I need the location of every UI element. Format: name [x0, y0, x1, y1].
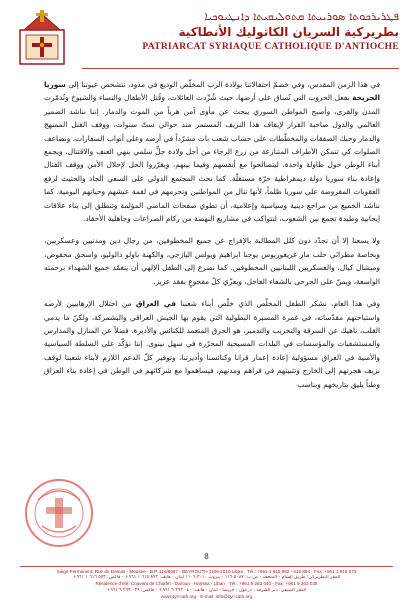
footer-address-fr: Siège Permanent: Rue de Damas - Mousée - B.P. 116/5087 - BEYROUTH 1106-2010 Liban · Tél.: +961 1 615 892 - 615 894 - Fax: +961 1 616 573 [56, 569, 357, 574]
french-title: PATRIARCAT SYRIAQUE CATHOLIQUE D'ANTIOCHE [142, 42, 399, 52]
paragraph-abducted: ولا يسعنا إلا أن نجدّد دون كلل المطالبة بالإفراج عن جميع المخطوفين، من رجال دين ومدنيين وعسكريين، وبخاصة مطرانَي حلب مار غريغوريوس يوحنا ابراهيم وبولس اليازجي، والكهنة باولو دالوليو، واسحق محفوض، وميشال كيال، والعسكريين اللبنانيين المخطوفين. كما نضرع إلى الطفل الإلهي أن يتغمّد جميع الشهداء برحمته الواسعة، ويمنّ على الجرحى بالشفاء العاجل، ويعزّي كلّ مفجوعٍ بفقد عزيز. [44, 236, 380, 286]
arabic-title: بطريركية السريان الكاثوليك الأنطاكية [178, 25, 399, 39]
official-seal-stamp [22, 476, 96, 550]
letter-body [44, 78, 380, 400]
paragraph-iraq: وفي هذا العام، نشكر الطفل المخلّص الذي خلّص أبناء شعبنا في العراق من احتلال الإرهابيين لأرضه واستباحتهم مقدّساته، في غمرة المسيرة البطولية التي يقوم بها الجيش العراقي والبشمركة، ولكنّ ما يدمي القلب، ناهيك عن السرقة والتخريب والتدمير، هو الحرق المتعمد للكنائس والأديرة، فضلاً عن المنازل والمدارس والمستشفيات والمؤسسات في البلدات المسيحية المحرّرة في سهل نينوى. إننا نؤكّد على السلطة السياسية والأمنية في العراق مسؤولية إعادة إعمار قرانا وكنائسنا وأديرتنا، وتوفير كلّ الدعم اللازم لأبناء شعبنا لوقف نزيف هجرتهم إلى الخارج وتثبيتهم في قراهم ومدنهم، فيساهموا مع شركائهم في الوطن في إعادة بناء العراق وطناً يليق بتاريخهم وبناسب [44, 299, 381, 389]
syriac-title: ܦܛܪܝܪܟܘܬܐ ܣܘܪܝܝܬܐ ܩܬܘܠܝܩܝܬܐ ܕܐܢܛܝܘܟܝܐ [204, 10, 399, 23]
letterhead [0, 6, 413, 68]
patriarchal-crest-icon [14, 8, 70, 68]
footer-website[interactable]: www.syr-cath.org · E-mail: info@syr-cath.org [160, 593, 253, 599]
paragraph-syria: في هذا الزمن المقدس، وفي خضمّ احتفالاتنا بولادة الرب المخلّص الوديع في مذود، نتشخص عيوننا إلى سوريا الجريحة بفعل الحروب التي تُساق على أرضها، حيث شُرِّدت العائلات، وقُتل الأطفال والنساء والشيوخ وتُدمّرت المدن والقرى، وأصبح المواطن السوري يبحث عن مأوى آمن هرباً من الموت والدمار. إننا نناشد الضمير العالمي والدول صاحبة القرار لإيقاف هذا النزيف المستمر منذ حوالي ستّ سنوات، ووقف القتل الممنهج والدمار وحبك الصفقات والمخطّطات على حساب شعب بات مشرّداً في أرضه وعلى أبواب السفارات، ونضاعف الصلوات كي تتمكن الأطراف المتنازعة من زرع الرجاء من أجل ولادة حلٍّ سلمي ينهي العنف والاقتتال، ويجمع أبناء الوطن حول طاولة واحدة، ليتصالحوا مع أنفسهم وفيما بينهم، ويقرّروا الحل لإحلال الأمن ووقف القتال وإعادة بناء سوريا دولة ديمقراطية حرّة مستقلّة. كما نحث المجتمع الدولي على السعي الجاد والحثيث لرفع العقوبات المفروضة على سوريا ظلماً، لأنها تنال من المواطنين وتحرمهم في لقمة عيشهم وحياتهم اليومية. كما نناشد الجميع من مراجع دينية وسياسية وإعلامية، أن تطوي صفحات الماضي المؤلمة وتنطلق إلى بناء علاقات إيجابية وطيدة تجمع بين الشعوب، لتتواكب في مشاريع النهضة من ركام الصراعات وجاهلية الأحقاد. [44, 80, 380, 224]
footer-summer-fr: Résidence d'été: Couvent de Charfet - Daroun - Harissa - Liban · Tél.: +961 9 263 040 - Fax: +961 9 263 039 [95, 581, 318, 587]
emphasis-iraq: في العراق [135, 299, 177, 309]
footer [20, 566, 393, 600]
footer-summer-ar: المقر الصيفي: دير الشرفة - درعون - حريصا - لبنان · هاتف: ٠٤٠ ٢٦٣ ٩ ٩٦١+ - فاكس: ٠٣٩ ٢٦٣ ٩ ٩٦١+ [106, 587, 307, 593]
emphasis-syria: سوريا الجريحة [44, 80, 380, 103]
header-divider [82, 68, 399, 69]
footer-address-ar: المقر البطريركي: طريق الشام - المتحف - ص.ب: ٥٠٨٧-١١٦ - بيروت ٢٠١٠-١١٠٦ لبنان · هاتف: ٨٩٢ ٦١٥ ١ ٩٦١+ - فاكس: ٥٧٣ ٦١٦ ١ ٩٦١+ [72, 575, 341, 581]
page-number: 8 [204, 552, 209, 561]
